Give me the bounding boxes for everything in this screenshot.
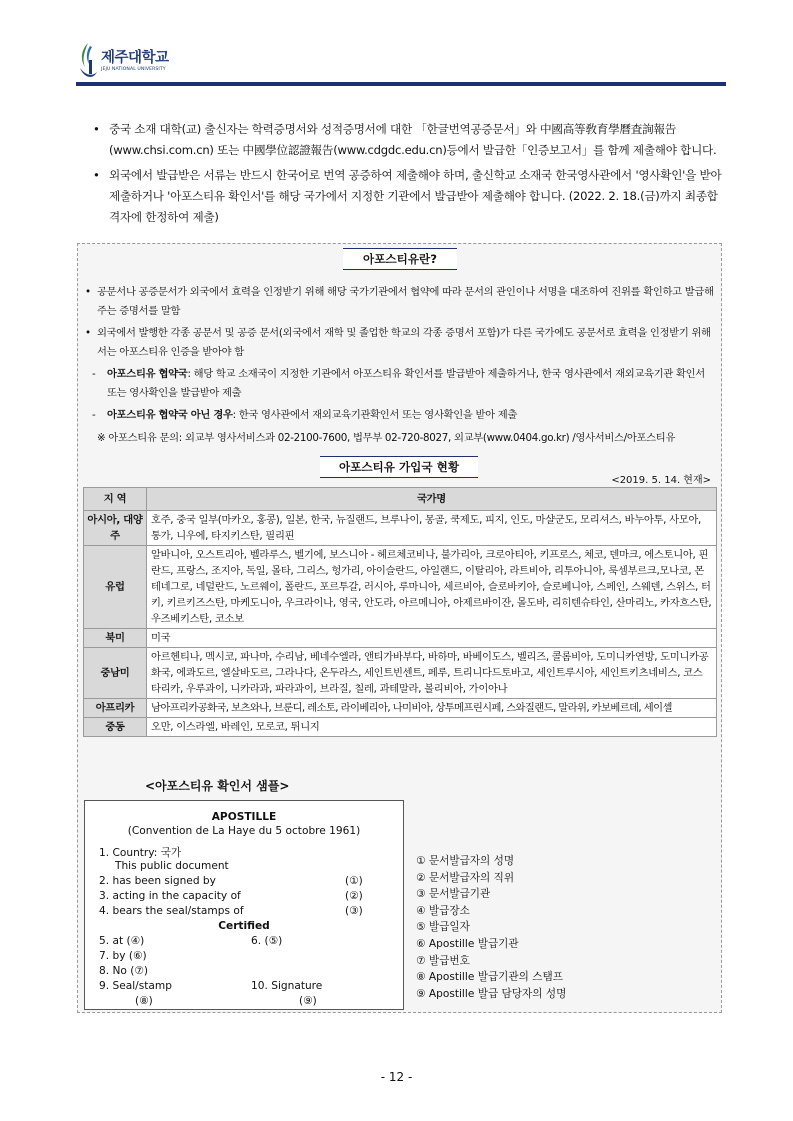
- sample-line-5: 5. at (④): [99, 935, 145, 947]
- sample-subheading: (Convention de La Haye du 5 octobre 1961): [127, 825, 361, 837]
- member-case-text: : 해당 학교 소재국이 지정한 기관에서 아포스티유 확인서를 발급받아 제출하거나, 한국 영사관에서 재외교육기관 확인서 또는 영사확인을 발급받아 제출: [107, 368, 705, 399]
- legend-item: ① 문서발급자의 성명: [416, 855, 515, 867]
- sample-line-1b: This public document: [115, 860, 229, 872]
- region-cell: 중동: [84, 718, 147, 737]
- table-row: [84, 648, 717, 699]
- sample-legend: [416, 853, 566, 1002]
- page-number: - 12 -: [380, 1070, 413, 1084]
- region-cell: 아프리카: [84, 699, 147, 718]
- notice-bullets: [92, 119, 722, 232]
- apostille-definition: [84, 283, 716, 447]
- countries-cell: 남아프리카공화국, 보츠와나, 브룬디, 레소토, 라이베리아, 나미비아, 상투메프린시페, 스와질랜드, 말라위, 카보베르데, 세이셸: [147, 699, 717, 718]
- table-header-row: [84, 488, 717, 511]
- apostille-bullet-2: • 외국에서 발행한 각종 공문서 및 공증 문서(외국에서 재학 및 졸업한 학교의 각종 증명서 포함)가 다른 국가에도 공문서로 효력을 인정받기 위해서는 아포스티유 인증을 받아야 함: [84, 324, 716, 361]
- sample-ref-8: (⑧): [135, 995, 153, 1007]
- table-row: [84, 699, 717, 718]
- notice-bullet-china: • 중국 소재 대학(교) 출신자는 학력증명서와 성적증명서에 대한 「한글번역공증문서」와 中國高等敎育學曆査詢報告(www.chsi.com.cn) 또는 中國學位認證報告(www.cdgdc.edu.cn)등에서 발급한「인증보고서」를 함께 제출해야 합니다.: [92, 119, 722, 161]
- notice-bullet-foreign: • 외국에서 발급받은 서류는 반드시 한국어로 번역 공증하여 제출해야 하며, 출신학교 소재국 한국영사관에서 '영사확인'을 받아 제출하거나 '아포스티유 확인서'를 해당 국가에서 지정한 기관에서 발급받아 제출해야 합니다. (2022. 2. 18.(금)까지 최종합격자에 한정하여 제출): [92, 165, 722, 228]
- region-cell: 중남미: [84, 648, 147, 699]
- sample-line-8: 8. No (⑦): [99, 965, 149, 977]
- sample-ref-1: (①): [345, 875, 363, 887]
- legend-item: ④ 발급장소: [416, 904, 470, 917]
- legend-item: ③ 문서발급기관: [416, 888, 491, 901]
- region-header: 지 역: [84, 488, 147, 511]
- table-row: [84, 718, 717, 737]
- apostille-bullet-1: • 공문서나 공증문서가 외국에서 효력을 인정받기 위해 해당 국가기관에서 협약에 따라 문서의 관인이나 서명을 대조하여 진위를 확인하고 발급해 주는 증명서를 말함: [84, 283, 716, 320]
- apostille-member-case: - 아포스티유 협약국: 해당 학교 소재국이 지정한 기관에서 아포스티유 확인서를 발급받아 제출하거나, 한국 영사관에서 재외교육기관 확인서 또는 영사확인을 발급받아 제출: [92, 368, 705, 399]
- header-divider: [76, 82, 726, 86]
- sample-line-6: 6. (⑤): [251, 935, 283, 947]
- university-name: 제주대학교: [101, 50, 169, 66]
- sample-ref-2: (②): [345, 890, 363, 902]
- legend-item: ⑦ 발급번호: [416, 954, 470, 967]
- table-row: [84, 511, 717, 546]
- region-cell: 유럽: [84, 546, 147, 629]
- sample-line-2: 2. has been signed by: [99, 875, 216, 887]
- as-of-date: <2019. 5. 14. 현재>: [611, 475, 711, 486]
- sample-line-9: 9. Seal/stamp: [99, 980, 172, 992]
- legend-item: ⑧ Apostille 발급기관의 스탬프: [416, 971, 563, 984]
- countries-cell: 호주, 중국 일부(마카오, 홍콩), 일본, 한국, 뉴질랜드, 브루나이, 몽골, 쿡제도, 피지, 인도, 마샬군도, 모리셔스, 바누아투, 사모아, 통가, 니우에, 타지키스탄, 필리핀: [147, 511, 717, 546]
- apostille-inquiry-note: ※ 아포스티유 문의: 외교부 영사서비스과 02-2100-7600, 법무부 02-720-8027, 외교부(www.0404.go.kr) /영사서비스/아포스티유: [97, 431, 676, 444]
- university-logo-icon: [76, 42, 98, 82]
- member-case-label: 아포스티유 협약국: [107, 368, 188, 380]
- countries-cell: 미국: [147, 629, 717, 648]
- countries-cell: 알바니아, 오스트리아, 벨라루스, 벨기에, 보스니아 - 헤르체코비나, 불가리아, 크로아티아, 키프로스, 체코, 덴마크, 에스토니아, 핀란드, 프랑스, 조지아, 독일, 몰타, 그리스, 헝가리, 아이슬란드, 아일랜드, 이탈리아, 라트비아, 리투아니아, 룩셈부르크,모나코, 몬테네그로, 네덜란드, 노르웨이, 폴란드, 포르투갈, 러시아, 루마니아, 세르비아, 슬로바키아, 슬로베니아, 스페인, 스웨덴, 스위스, 터키, 키르키즈스탄, 마케도니아, 우크라이나, 영국, 안도라, 아르메니아, 아제르바이잔, 몰도바, 리히텐슈타인, 산마리노, 카자흐스탄, 우즈베키스탄, 코소보: [147, 546, 717, 629]
- table-row: [84, 629, 717, 648]
- legend-item: ⑥ Apostille 발급기관: [416, 937, 519, 950]
- sample-line-7: 7. by (⑥): [99, 950, 147, 962]
- apostille-sample-box: [84, 800, 404, 1010]
- member-countries-title: 아포스티유 가입국 현황: [320, 456, 478, 478]
- sample-line-10: 10. Signature: [251, 980, 323, 992]
- apostille-definition-title: 아포스티유란?: [343, 248, 457, 270]
- member-countries-table: [83, 487, 717, 737]
- page-header: [76, 38, 726, 90]
- sample-title: <아포스티유 확인서 샘플>: [145, 779, 290, 793]
- region-cell: 아시아, 대양주: [84, 511, 147, 546]
- sample-line-3: 3. acting in the capacity of: [99, 890, 241, 902]
- table-row: [84, 546, 717, 629]
- countries-cell: 아르헨티나, 멕시코, 파나마, 수리남, 베네수엘라, 앤티가바부다, 바하마, 바베이도스, 벨리즈, 콜롬비아, 도미니카연방, 도미니카공화국, 에콰도르, 엘살바도르, 그라나다, 온두라스, 세인트빈센트, 페루, 트리니다드토바고, 세인트루시아, 세인트키츠네비스, 코스타리카, 우루과이, 니카라과, 파라과이, 브라질, 칠레, 과테말라, 볼리비아, 가이아나: [147, 648, 717, 699]
- countries-cell: 오만, 이스라엘, 바레인, 모로코, 튀니지: [147, 718, 717, 737]
- legend-item: ② 문서발급자의 직위: [416, 871, 515, 884]
- nonmember-case-label: 아포스티유 협약국 아닌 경우: [107, 409, 233, 421]
- sample-ref-3: (③): [345, 905, 363, 917]
- sample-line-1: 1. Country: 국가: [99, 847, 182, 859]
- sample-heading: APOSTILLE: [211, 811, 277, 823]
- apostille-nonmember-case: - 아포스티유 협약국 아닌 경우: 한국 영사관에서 재외교육기관확인서 또는 영사확인을 받아 제출: [92, 409, 518, 421]
- sample-line-4: 4. bears the seal/stamps of: [99, 905, 244, 917]
- university-subtitle: JEJU NATIONAL UNIVERSITY: [101, 67, 166, 72]
- legend-item: ⑤ 발급일자: [416, 921, 470, 934]
- sample-certified: Certified: [218, 920, 270, 932]
- countries-header: 국가명: [147, 488, 717, 511]
- region-cell: 북미: [84, 629, 147, 648]
- legend-item: ⑨ Apostille 발급 담당자의 성명: [416, 987, 567, 1000]
- nonmember-case-text: : 한국 영사관에서 재외교육기관확인서 또는 영사확인을 받아 제출: [232, 409, 518, 421]
- sample-ref-9: (⑨): [299, 995, 317, 1007]
